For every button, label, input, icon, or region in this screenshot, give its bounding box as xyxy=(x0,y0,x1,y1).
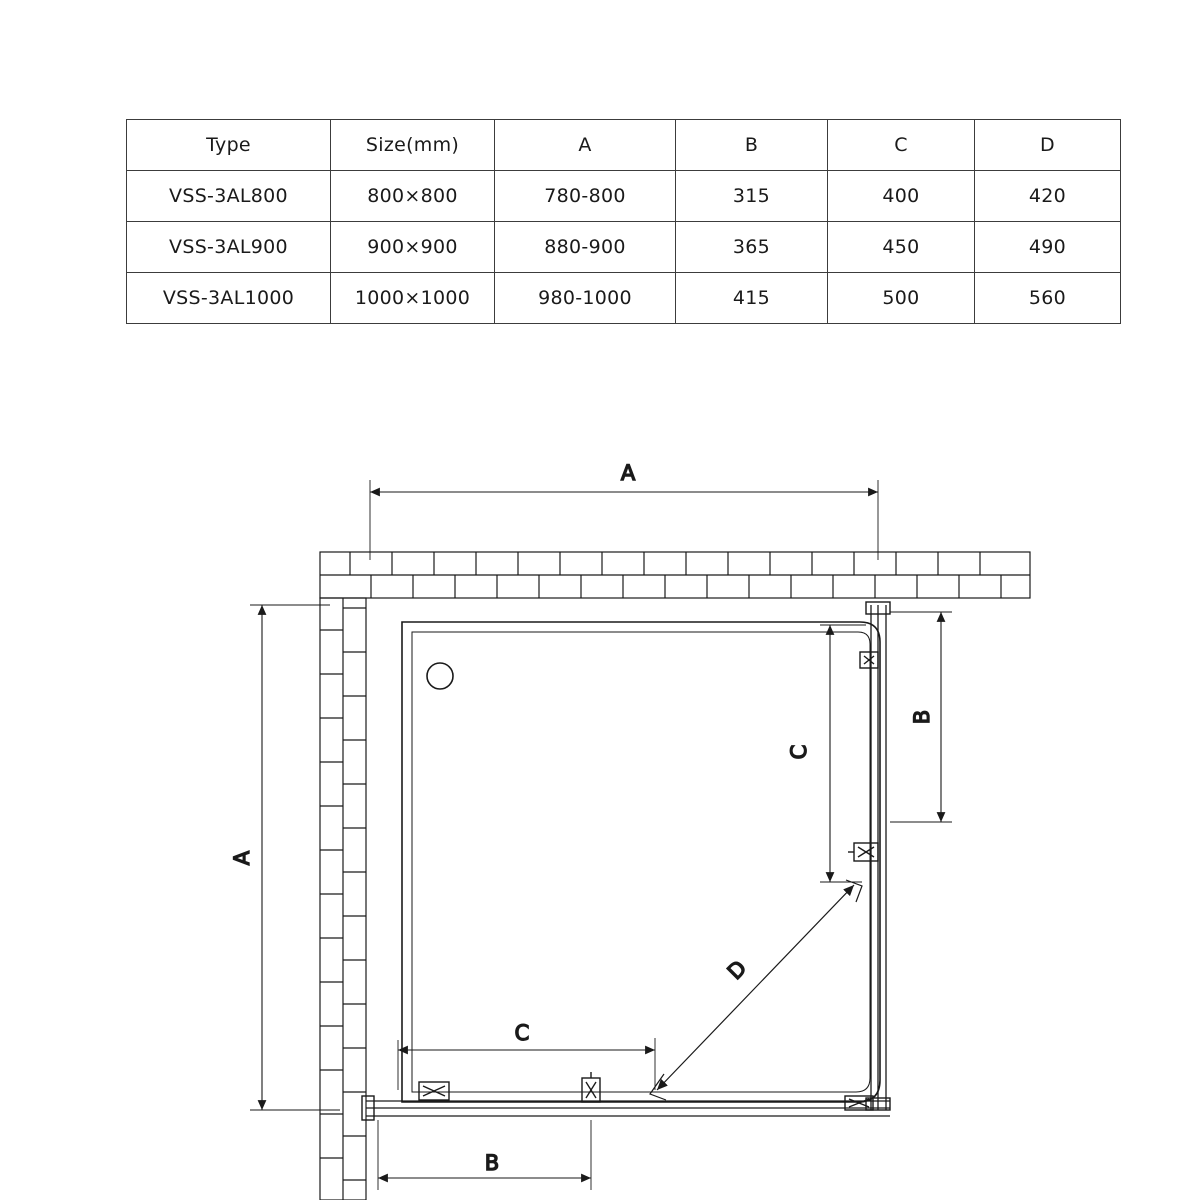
cell-type: VSS-3AL900 xyxy=(127,222,331,273)
cell-b: 415 xyxy=(676,273,828,324)
cell-a: 780-800 xyxy=(495,171,676,222)
cell-d: 490 xyxy=(975,222,1121,273)
cell-b: 315 xyxy=(676,171,828,222)
cell-size: 900×900 xyxy=(331,222,495,273)
cell-c: 400 xyxy=(828,171,975,222)
roller-hardware-right-top xyxy=(860,652,878,668)
top-wall-brick xyxy=(320,552,1030,598)
cell-type: VSS-3AL1000 xyxy=(127,273,331,324)
table-row xyxy=(127,222,1121,273)
shower-tray-outline xyxy=(402,622,880,1102)
dimension-label-right-b: B xyxy=(910,709,934,725)
cell-size: 800×800 xyxy=(331,171,495,222)
column-header-d: D xyxy=(975,120,1121,171)
column-header-c: C xyxy=(828,120,975,171)
column-header-size: Size(mm) xyxy=(331,120,495,171)
cell-size: 1000×1000 xyxy=(331,273,495,324)
table-row xyxy=(127,171,1121,222)
cell-d: 560 xyxy=(975,273,1121,324)
cell-d: 420 xyxy=(975,171,1121,222)
dimension-top-a xyxy=(370,480,878,560)
cell-type: VSS-3AL800 xyxy=(127,171,331,222)
dimension-label-inner-c-vertical: C xyxy=(787,744,811,760)
dimension-label-left-a: A xyxy=(230,850,254,866)
column-header-a: A xyxy=(495,120,676,171)
drain-circle xyxy=(427,663,453,689)
dimension-label-diagonal-d: D xyxy=(722,955,752,985)
cell-c: 450 xyxy=(828,222,975,273)
specification-table xyxy=(126,119,1121,324)
cell-a: 980-1000 xyxy=(495,273,676,324)
roller-hardware-bottom-middle xyxy=(582,1072,600,1102)
column-header-b: B xyxy=(676,120,828,171)
table-row xyxy=(127,273,1121,324)
cell-a: 880-900 xyxy=(495,222,676,273)
dimension-label-top-a: A xyxy=(620,461,636,485)
cell-b: 365 xyxy=(676,222,828,273)
dimension-diagonal-d xyxy=(650,880,862,1100)
dimension-label-bottom-b: B xyxy=(484,1151,500,1175)
column-header-type: Type xyxy=(127,120,331,171)
table-header-row xyxy=(127,120,1121,171)
dimension-label-inner-c-horizontal: C xyxy=(514,1021,530,1045)
cell-c: 500 xyxy=(828,273,975,324)
shower-enclosure-technical-drawing xyxy=(0,430,1200,1200)
roller-hardware-right-middle xyxy=(848,843,878,861)
dimension-left-a xyxy=(250,605,340,1110)
roller-hardware-bottom-left xyxy=(419,1082,449,1100)
